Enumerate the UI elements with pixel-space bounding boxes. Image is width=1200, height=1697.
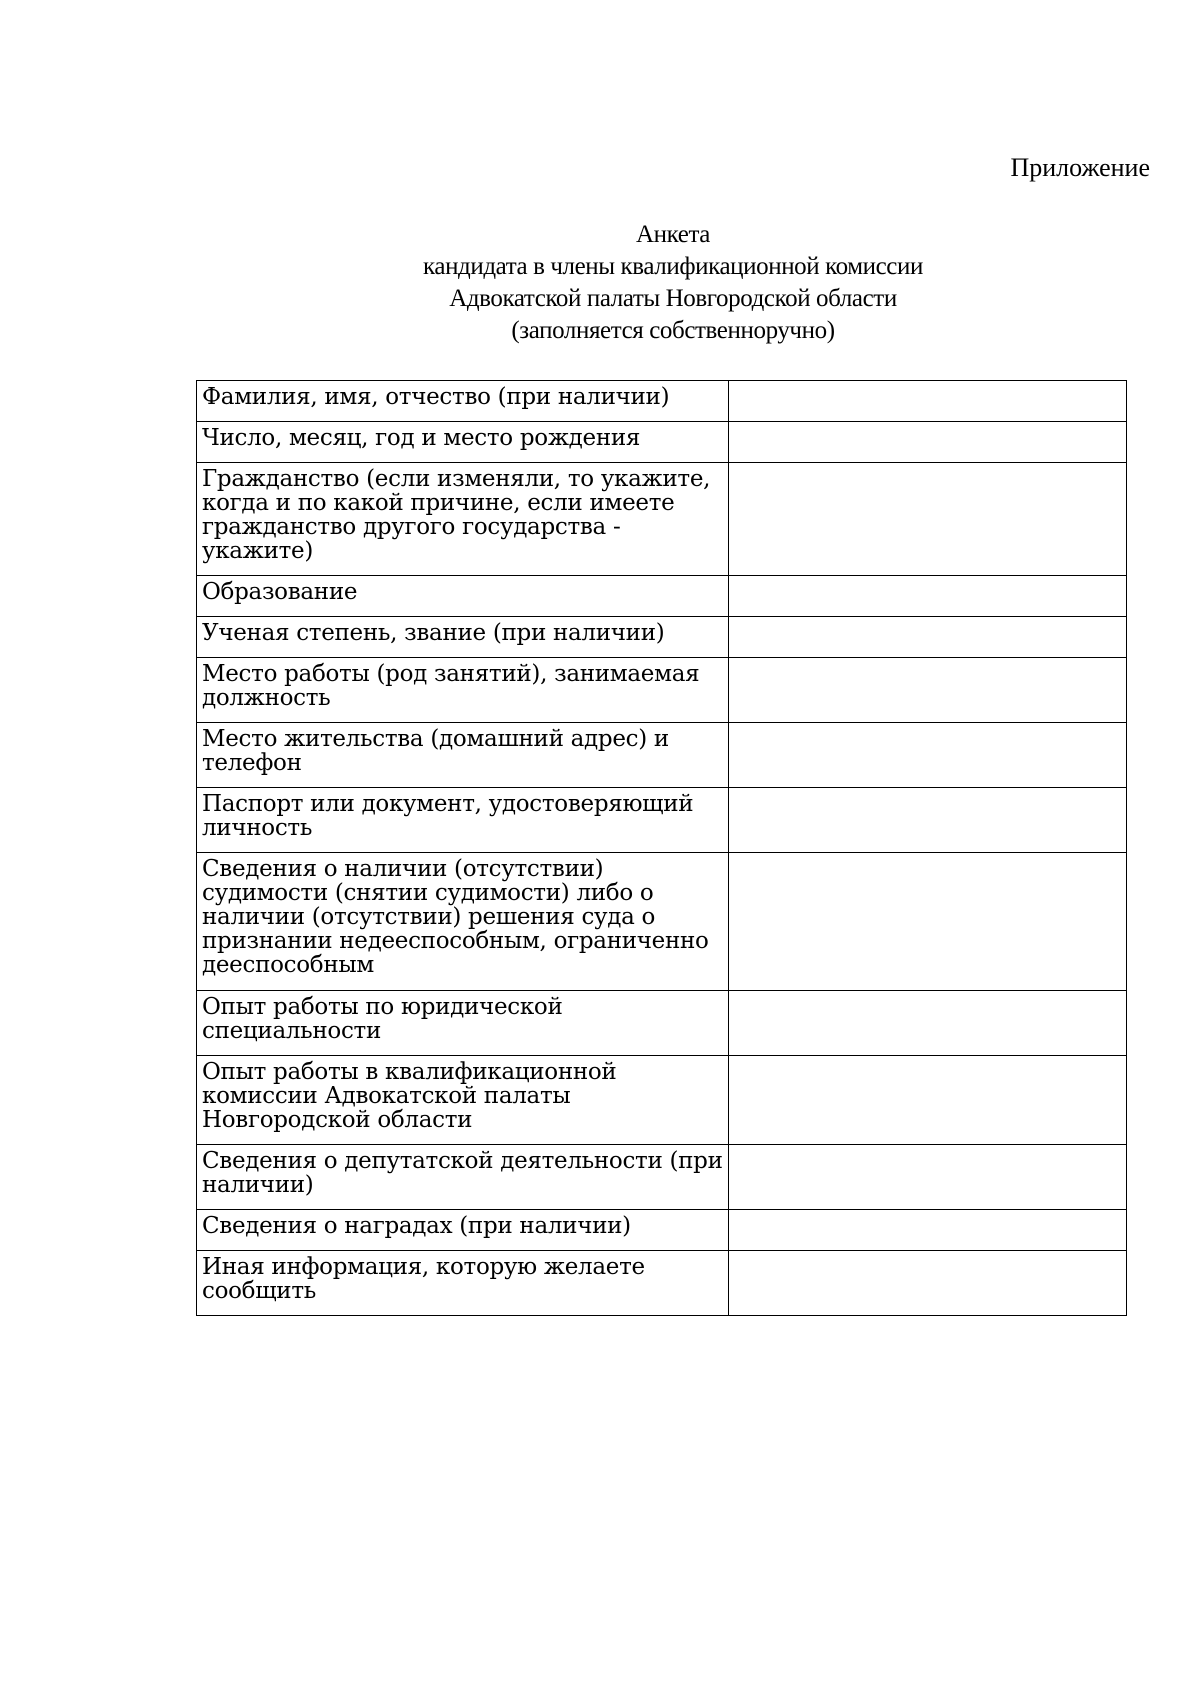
field-other-info[interactable]: [729, 1251, 1127, 1316]
row-workplace: [197, 658, 1127, 723]
field-academic-degree[interactable]: [729, 617, 1127, 658]
field-workplace[interactable]: [729, 658, 1127, 723]
label-legal-experience: Опыт работы по юридической специальности: [197, 991, 729, 1056]
label-residence: Место жительства (домашний адрес) и телефон: [197, 723, 729, 788]
label-other-info: Иная информация, которую желаете сообщить: [197, 1251, 729, 1316]
label-workplace: Место работы (род занятий), занимаемая должность: [197, 658, 729, 723]
label-passport: Паспорт или документ, удостоверяющий личность: [197, 788, 729, 853]
form-subtitle-line-2: Адвокатской палаты Новгородской области: [449, 285, 897, 312]
form-instruction: (заполняется собственноручно): [511, 317, 835, 344]
label-birth-date-place: Число, месяц, год и место рождения: [197, 422, 729, 463]
label-academic-degree: Ученая степень, звание (при наличии): [197, 617, 729, 658]
row-academic-degree: [197, 617, 1127, 658]
field-education[interactable]: [729, 576, 1127, 617]
label-criminal-record: Сведения о наличии (отсутствии) судимости (снятии судимости) либо о наличии (отсутствии) решения суда о признании недееспособным, ограниченно дееспособным: [197, 853, 729, 991]
label-commission-experience: Опыт работы в квалификационной комиссии Адвокатской палаты Новгородской области: [197, 1056, 729, 1145]
row-legal-experience: [197, 991, 1127, 1056]
field-criminal-record[interactable]: [729, 853, 1127, 991]
form-heading: [198, 219, 1148, 347]
field-residence[interactable]: [729, 723, 1127, 788]
questionnaire-table: [196, 380, 1127, 1316]
field-deputy-activity[interactable]: [729, 1145, 1127, 1210]
row-residence: [197, 723, 1127, 788]
appendix-label: Приложение: [1010, 153, 1150, 182]
row-education: [197, 576, 1127, 617]
label-deputy-activity: Сведения о депутатской деятельности (при наличии): [197, 1145, 729, 1210]
label-citizenship: Гражданство (если изменяли, то укажите, когда и по какой причине, если имеете гражданство другого государства - укажите): [197, 463, 729, 576]
field-passport[interactable]: [729, 788, 1127, 853]
form-title: Анкета: [636, 221, 710, 248]
field-birth-date-place[interactable]: [729, 422, 1127, 463]
field-full-name[interactable]: [729, 381, 1127, 422]
row-deputy-activity: [197, 1145, 1127, 1210]
row-birth-date-place: [197, 422, 1127, 463]
field-awards[interactable]: [729, 1210, 1127, 1251]
form-subtitle-line-1: кандидата в члены квалификационной комиссии: [423, 253, 923, 280]
row-other-info: [197, 1251, 1127, 1316]
field-citizenship[interactable]: [729, 463, 1127, 576]
row-commission-experience: [197, 1056, 1127, 1145]
row-criminal-record: [197, 853, 1127, 991]
field-commission-experience[interactable]: [729, 1056, 1127, 1145]
label-education: Образование: [197, 576, 729, 617]
label-full-name: Фамилия, имя, отчество (при наличии): [197, 381, 729, 422]
row-awards: [197, 1210, 1127, 1251]
label-awards: Сведения о наградах (при наличии): [197, 1210, 729, 1251]
row-passport: [197, 788, 1127, 853]
field-legal-experience[interactable]: [729, 991, 1127, 1056]
row-full-name: [197, 381, 1127, 422]
row-citizenship: [197, 463, 1127, 576]
